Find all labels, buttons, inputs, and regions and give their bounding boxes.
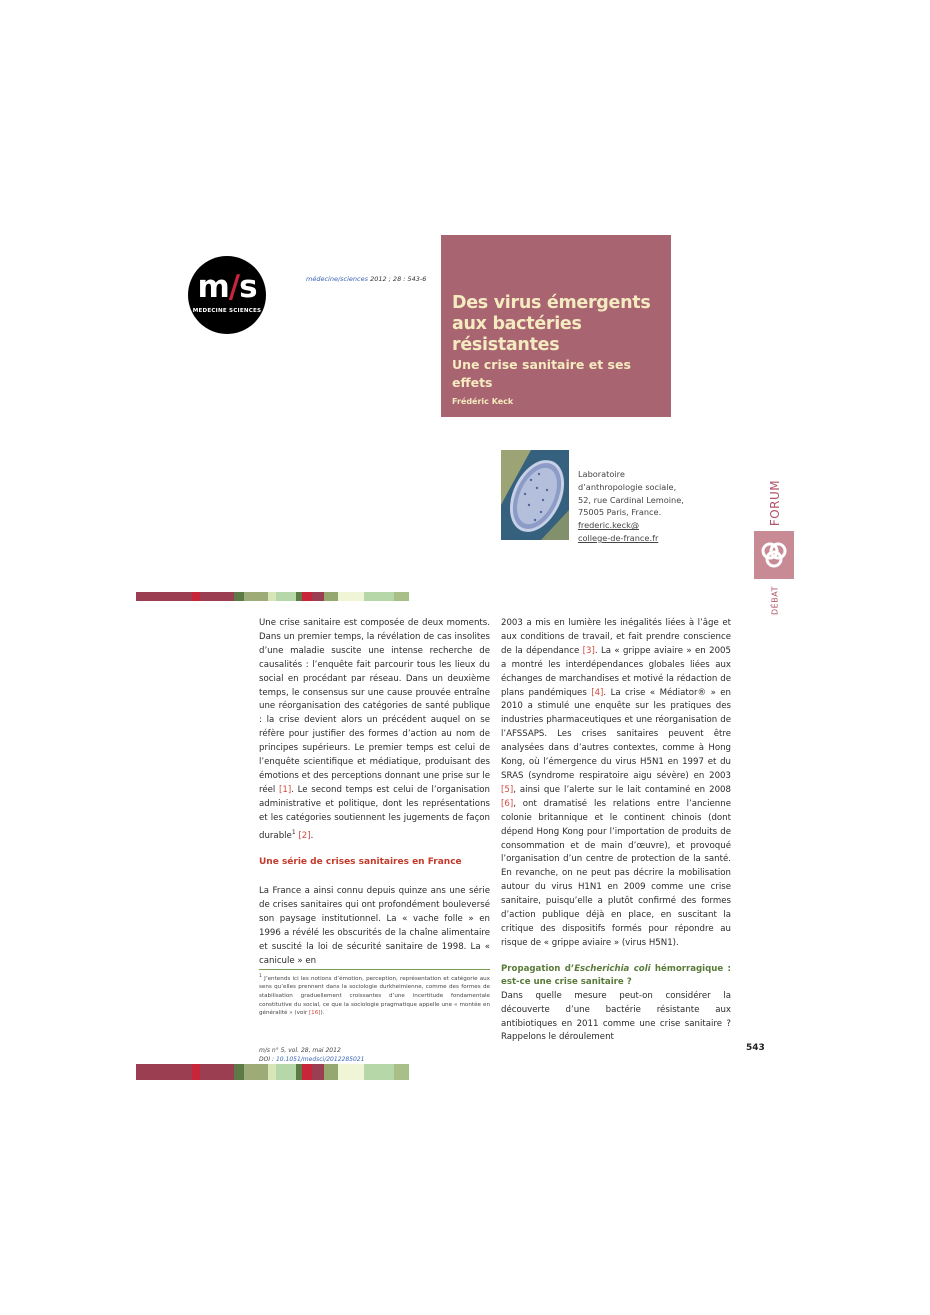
text-run: . Le second temps est celui de l’organisation administrative et politique, dont les représentations et les catégories soutiennent les jugements de façon durable bbox=[259, 784, 490, 841]
forum-section-icon bbox=[754, 531, 794, 579]
color-band-segment bbox=[312, 1064, 324, 1080]
text-column-left bbox=[259, 617, 490, 969]
author-email-link[interactable]: frederic.keck@ bbox=[578, 520, 640, 531]
paragraph: La France a ainsi connu depuis quinze ans une série de crises sanitaires qui ont profondément bouleversé son paysage institutionnel. La « vache folle » en 1996 a révélé les obscurités de la chaîne alimentaire et suscité la loi de sécurité sanitaire de 1998. La « canicule » en bbox=[259, 886, 490, 966]
section-forum-label bbox=[763, 478, 787, 530]
article-title: Des virus émergents aux bactéries résistantes bbox=[452, 293, 651, 355]
citation-link[interactable]: [2] bbox=[295, 830, 311, 841]
illustration-image bbox=[501, 450, 569, 540]
footnote-divider bbox=[259, 969, 490, 970]
color-band-segment bbox=[234, 592, 244, 601]
footnote-text: ). bbox=[320, 1010, 325, 1017]
debat-text: DÉBAT bbox=[770, 586, 780, 615]
affiliation-line: d’anthropologie sociale, bbox=[578, 481, 677, 492]
color-band-segment bbox=[338, 592, 364, 601]
text-run: Une crise sanitaire est composée de deux moments. Dans un premier temps, la révélation de cas insolites d’une maladie suscite une intense recherche de causalités : l’enquête fait parcourir tous les lieux du social en procédant par réseau. Dans un deuxième temps, le consensus sur une cause prouvée entraîne une réorganisation des catégories de santé publique : la crise devient alors un précédent auquel on se réfère pour justifier des formes d’action au nom de principes supérieurs. Le premier temps est celui de l’enquête scientifique et médiatique, produisant des émotions et des perceptions donnant une prise sur le réel bbox=[259, 618, 490, 795]
color-band-segment bbox=[394, 592, 409, 601]
bacteria-illustration-icon bbox=[501, 450, 569, 540]
color-band-segment bbox=[364, 592, 394, 601]
text-run: , ainsi que l’alerte sur le lait contaminé en 2008 bbox=[513, 784, 731, 795]
text-run: 2003 a mis en lumière les inégalités liées à l’âge et aux conditions de travail, et fait prendre conscience de la dépendance bbox=[501, 618, 731, 656]
article-subtitle: Une crise sanitaire et ses effets bbox=[452, 357, 631, 390]
paragraph bbox=[259, 617, 490, 843]
logo-letters bbox=[188, 270, 266, 304]
footnote-number: 1 bbox=[259, 974, 262, 979]
article-author: Frédéric Keck bbox=[452, 397, 514, 406]
color-band-segment bbox=[302, 592, 312, 601]
section-heading bbox=[501, 963, 731, 990]
color-band-segment bbox=[276, 1064, 296, 1080]
color-band-segment bbox=[324, 1064, 338, 1080]
section-heading: Une série de crises sanitaires en France bbox=[259, 857, 462, 868]
color-band-segment bbox=[136, 1064, 192, 1080]
color-band-segment bbox=[234, 1064, 244, 1080]
text-run: . La crise « Médiator® » en 2010 a stimulé une enquête sur les pratiques des industries pharmaceutiques et une réorganisation de l’AFSSAPS. Les crises sanitaires peuvent être analysées dans d’autres contextes, comme à Hong Kong, où l’émergence du virus H5N1 en 1997 et du SRAS (syndrome respiratoire aigu sévère) en 2003 bbox=[501, 687, 731, 781]
author-email-link[interactable]: college-de-france.fr bbox=[578, 532, 659, 543]
text-run: . bbox=[310, 830, 314, 841]
logo-s: s bbox=[239, 269, 257, 305]
logo-slash: / bbox=[228, 269, 240, 305]
knot-icon bbox=[754, 531, 794, 579]
affiliation-line: Laboratoire bbox=[578, 469, 625, 479]
color-band-segment bbox=[268, 592, 276, 601]
heading-italic-text: Escherichia coli bbox=[574, 963, 651, 974]
citation-link[interactable]: [3] bbox=[582, 645, 595, 656]
footnote-text: J’entends ici les notions d’émotion, perception, représentation et catégorie aux sens qu’elles prennent dans la sociologie durkheimienne, comme des formes de stabilisation graduellement croissantes d’une incertitude fondamentale constitutive du social, ce que la sociologie pragmatique appelle une « montée en généralité » (voir bbox=[259, 975, 490, 1017]
journal-name: médecine/sciences bbox=[306, 275, 368, 283]
citation-link[interactable]: [5] bbox=[501, 784, 514, 795]
color-band-segment bbox=[192, 592, 200, 601]
citation-link[interactable]: [6] bbox=[501, 798, 514, 809]
text-run: . La « grippe aviaire » en 2005 a montré les interdépendances globales liées aux échanges de marchandises et motivé la rédaction de plans pandémiques bbox=[501, 645, 731, 698]
issue-line: m/s n° 5, vol. 28, mai 2012 bbox=[259, 1047, 341, 1054]
citation-link[interactable]: [4] bbox=[591, 687, 604, 698]
color-band-segment bbox=[312, 592, 324, 601]
citation-link[interactable]: [16] bbox=[308, 1010, 321, 1017]
citation-link[interactable]: [1] bbox=[279, 784, 292, 795]
color-band-segment bbox=[302, 1064, 312, 1080]
paragraph bbox=[501, 617, 731, 951]
heading-text: Propagation d’ bbox=[501, 963, 575, 974]
decorative-color-band bbox=[136, 1064, 429, 1080]
logo-subtitle: MEDECINE SCIENCES bbox=[192, 308, 262, 314]
issue-reference bbox=[259, 1046, 364, 1064]
color-band-segment bbox=[364, 1064, 394, 1080]
author-affiliation bbox=[578, 468, 684, 545]
color-band-segment bbox=[244, 592, 268, 601]
paragraph: Dans quelle mesure peut-on considérer la découverte d’une bactérie résistante aux antibiotiques en 2011 comme une crise sanitaire ? Rappelons le déroulement bbox=[501, 990, 731, 1043]
color-band-segment bbox=[192, 1064, 200, 1080]
color-band-segment bbox=[338, 1064, 364, 1080]
section-debat-label bbox=[763, 586, 787, 620]
footnote bbox=[259, 973, 490, 1018]
decorative-color-band bbox=[136, 592, 429, 601]
color-band-segment bbox=[276, 592, 296, 601]
footnote-marker[interactable]: 1 bbox=[291, 828, 296, 836]
journal-details: 2012 ; 28 : 543-6 bbox=[368, 275, 427, 283]
affiliation-line: 52, rue Cardinal Lemoine, bbox=[578, 494, 684, 505]
page-number: 543 bbox=[746, 1043, 765, 1053]
affiliation-line: 75005 Paris, France. bbox=[578, 507, 662, 518]
color-band-segment bbox=[324, 592, 338, 601]
heading-text: hémorragique : est-ce une crise sanitaire ? bbox=[501, 963, 731, 988]
doi-line bbox=[259, 1055, 364, 1064]
color-band-segment bbox=[200, 592, 234, 601]
text-run: , ont dramatisé les relations entre l’ancienne colonie britannique et le continent chinois (dont dépend Hong Kong pour l’importation de produits de consommation et de main d’œuvre), et provoqué l’organisation d’un centre de protection de la santé. En revanche, on ne peut pas décrire la mobilisation autour du virus H1N1 en 2009 comme une crise sanitaire, puisqu’elle a plutôt confirmé des formes d’action publique déjà en place, en suscitant la critique des dispositifs formés pour répondre au risque de « grippe aviaire » (virus H5N1). bbox=[501, 798, 731, 948]
journal-logo bbox=[188, 256, 266, 334]
journal-reference bbox=[306, 275, 426, 283]
doi-label: DOI : bbox=[259, 1056, 276, 1063]
text-column-right bbox=[501, 617, 731, 1045]
color-band-segment bbox=[244, 1064, 268, 1080]
logo-m: m bbox=[197, 269, 229, 305]
title-box bbox=[441, 235, 671, 417]
color-band-segment bbox=[200, 1064, 234, 1080]
doi-link[interactable]: 10.1051/medsci/2012285021 bbox=[275, 1056, 365, 1063]
color-band-segment bbox=[268, 1064, 276, 1080]
color-band-segment bbox=[394, 1064, 409, 1080]
forum-text: FORUM bbox=[768, 479, 782, 527]
color-band-segment bbox=[136, 592, 192, 601]
